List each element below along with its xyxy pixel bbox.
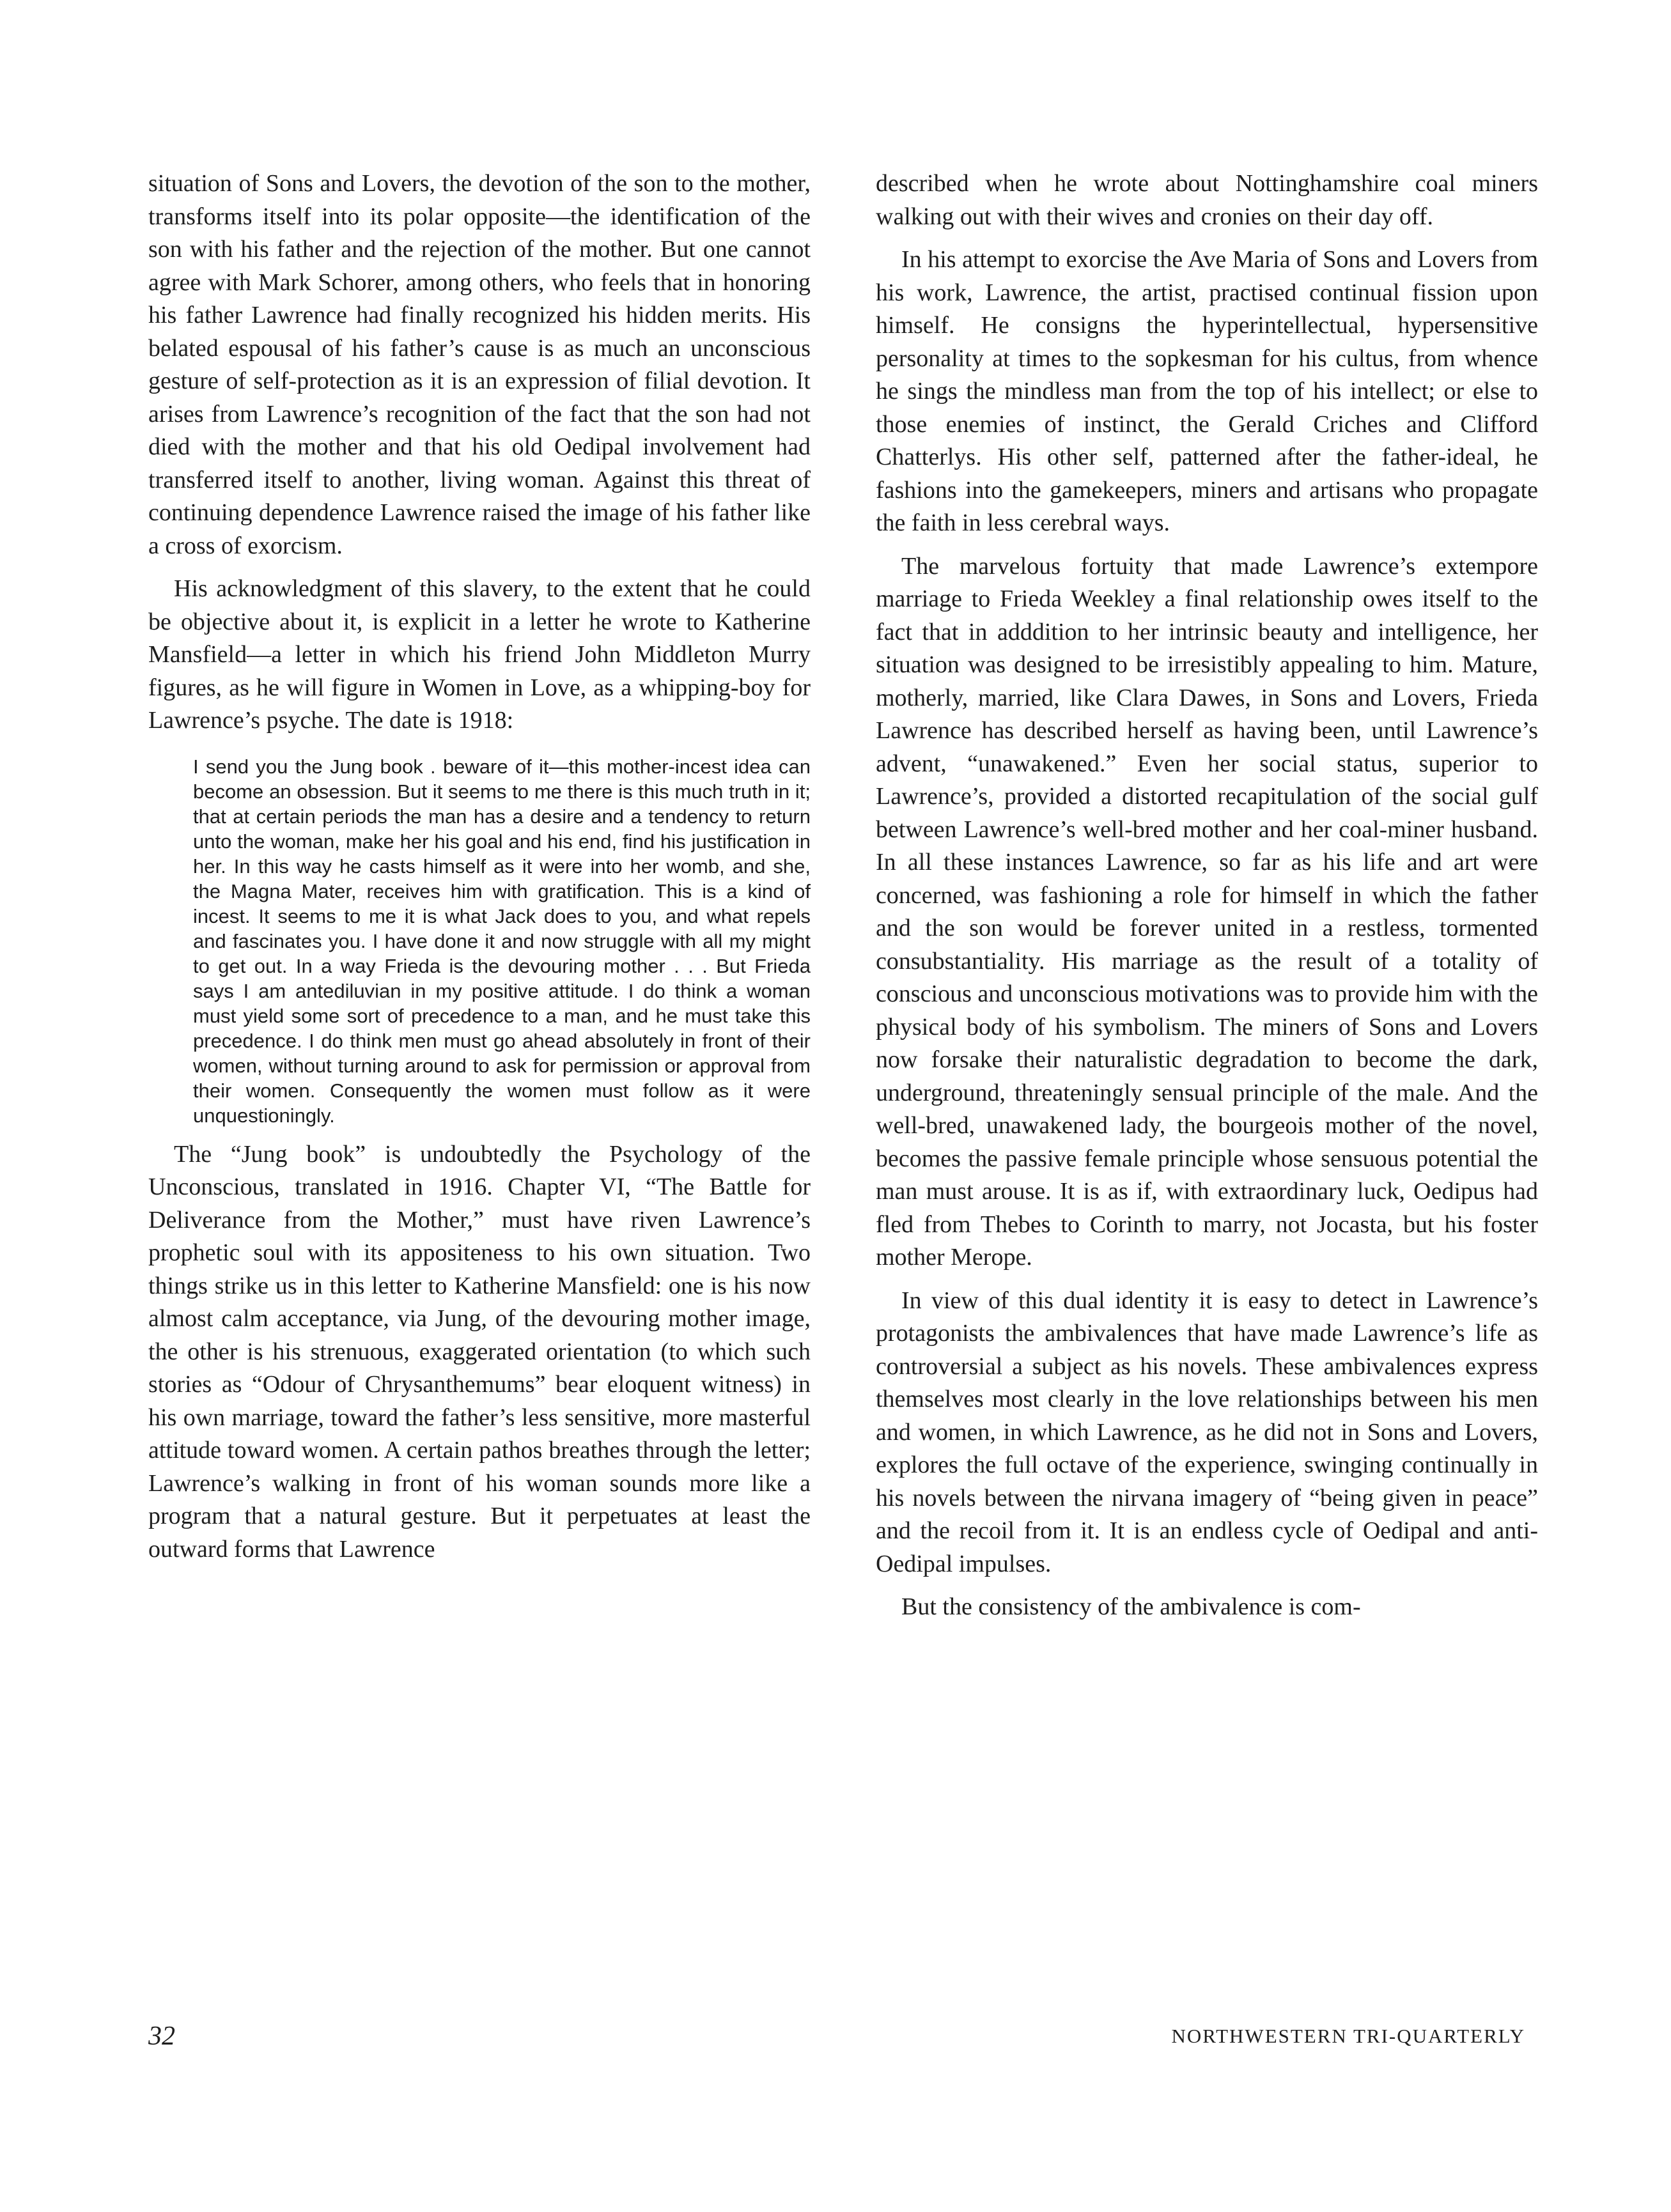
paragraph: The marvelous fortuity that made Lawrence’s extempore marriage to Frieda Weekley a final relationship owes itself to the fact that in adddition to her intrinsic beauty and intelligence, her situation was designed to be irresistibly appealing to him. Mature, motherly, married, like Clara Dawes, in Sons and Lovers, Frieda Lawrence has described herself as having been, until Lawrence’s advent, “unawakened.” Even her social status, superior to Lawrence’s, provided a distorted recapitulation of the social gulf between Lawrence’s well-bred mother and her coal-miner husband. In all these instances Lawrence, so far as his life and art were concerned, was fashioning a role for himself in which the father and the son would be forever united in a restless, tormented consubstantiality. His marriage as the result of a totality of conscious and unconscious motivations was to provide him with the physical body of his symbolism. The miners of Sons and Lovers now forsake their naturalistic degradation to become the dark, underground, threateningly sensual principle of the male. And the well-bred, unawakened lady, the bourgeois mother of the novel, becomes the passive female principle whose sensuous potential the man must arouse. It is as if, with extraordinary luck, Oedipus had fled from Thebes to Corinth to marry, not Jocasta, but his foster mother Merope. [876,552,1538,1271]
paragraph: situation of Sons and Lovers, the devotion of the son to the mother, transforms itself into its polar opposite—the identification of the son with his father and the rejection of the mother. But one cannot agree with Mark Schorer, among others, who feels that in honoring his father Lawrence had finally recognized his hidden merits. His belated espousal of his father’s cause is as much an unconscious gesture of self-protection as it is an expression of filial devotion. It arises from Lawrence’s recognition of the fact that the son had not died with the mother and that his old Oedipal involvement had transferred itself to another, living woman. Against this threat of continuing dependence Lawrence raised the image of his father like a cross of exorcism. [148,170,811,559]
paragraph: In view of this dual identity it is easy to detect in Lawrence’s protagonists the ambivalences that have made Lawrence’s life as controversial a subject as his novels. These ambivalences express themselves most clearly in the love relationships between his men and women, in which Lawrence, as he did not in Sons and Lovers, explores the full octave of the experience, swinging continually in his novels between the nirvana imagery of “being given in peace” and the recoil from it. It is an endless cycle of Oedipal and anti-Oedipal impulses. [876,1287,1538,1577]
journal-title: NORTHWESTERN TRI-QUARTERLY [1171,2025,1525,2047]
page-footer [148,2021,1525,2059]
paragraph: In his attempt to exorcise the Ave Maria of Sons and Lovers from his work, Lawrence, the artist, practised continual fission upon himself. He consigns the hyperintellectual, hypersensitive personality at times to the sopkesman for his cultus, from whence he sings the mindless man from the top of his intellect; or else to those enemies of instinct, the Gerald Criches and Clifford Chatterlys. His other self, patterned after the father-ideal, he fashions into the gamekeepers, miners and artisans who propagate the faith in less cerebral ways. [876,246,1538,536]
quote-text: I send you the Jung book . beware of it—this mother-incest idea can become an obsession. But it seems to me there is this much truth in it; that at certain periods the man has a desire and a tendency to return unto the woman, make her his goal and his end, find his justification in her. In this way he casts himself as it were into her womb, and she, the Magna Mater, receives him with gratification. This is a kind of incest. It seems to me it is what Jack does to you, and what repels and fascinates you. I have done it and now struggle with all my might to get out. In a way Frieda is the devouring mother . . . But Frieda says I am antediluvian in my positive attitude. I do think a woman must yield some sort of precedence to a man, and he must take this precedence. I do think men must go ahead absolutely in front of their women, without turning around to ask for permission or approval from their women. Consequently the women must follow as it were unquestioningly. [193,755,811,1127]
paragraph: described when he wrote about Nottinghamshire coal miners walking out with their wives and cronies on their day off. [876,170,1538,230]
left-column [148,167,811,1566]
page-number: 32 [148,2022,175,2051]
paragraph: His acknowledgment of this slavery, to the extent that he could be objective about it, is explicit in a letter he wrote to Katherine Mansfield—a letter in which his friend John Middleton Murry figures, as he will figure in Women in Love, as a whipping-boy for Lawrence’s psyche. The date is 1918: [148,575,811,734]
right-column [876,167,1538,1624]
paragraph: The “Jung book” is undoubtedly the Psychology of the Unconscious, translated in 1916. Chapter VI, “The Battle for Deliverance from the Mother,” must have riven Lawrence’s prophetic soul with its appositeness to his own situation. Two things strike us in this letter to Katherine Mansfield: one is his now almost calm acceptance, via Jung, of the devouring mother image, the other is his strenuous, exaggerated orientation (to which such stories as “Odour of Chrysanthemums” bear eloquent witness) in his own marriage, toward the father’s less sensitive, more masterful attitude toward women. A certain pathos breathes through the letter; Lawrence’s walking in front of his woman sounds more like a program that a natural gesture. But it perpetuates at least the outward forms that Lawrence [148,1140,811,1563]
paragraph: But the consistency of the ambivalence is com- [901,1593,1361,1620]
block-quote [193,754,811,1128]
